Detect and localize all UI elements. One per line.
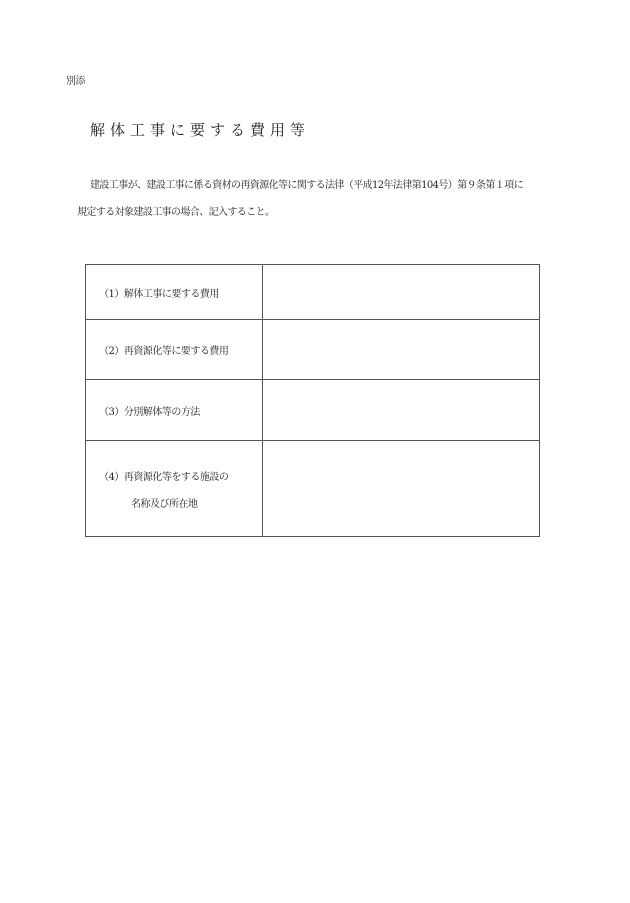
recycling-cost-field[interactable] (263, 320, 540, 380)
table-row-demolition-cost (86, 265, 540, 320)
attachment-label: 別添 (66, 76, 85, 87)
intro-line-1: 建設工事が、建設工事に係る資材の再資源化等に関する法律（平成12年法律第104号）第９条第１項に (90, 180, 524, 191)
table-row-facility (86, 441, 540, 537)
row-label-line-1: （4）再資源化等をする施設の (99, 471, 229, 483)
row-label (86, 441, 263, 537)
table-row-separation-method (86, 380, 540, 441)
intro-paragraph (66, 172, 561, 226)
document-title: 解体工事に要する費用等 (90, 121, 311, 139)
demolition-cost-field[interactable] (263, 265, 540, 320)
row-label-line-2: 名称及び所在地 (131, 498, 198, 510)
facility-name-location-field[interactable] (263, 441, 540, 537)
intro-line-2: 規定する対象建設工事の場合、記入すること。 (77, 207, 275, 218)
row-label: （3）分別解体等の方法 (86, 380, 263, 441)
row-label: （1）解体工事に要する費用 (86, 265, 263, 320)
separation-method-field[interactable] (263, 380, 540, 441)
table-row-recycling-cost (86, 320, 540, 380)
cost-form-table (85, 264, 540, 537)
row-label: （2）再資源化等に要する費用 (86, 320, 263, 380)
